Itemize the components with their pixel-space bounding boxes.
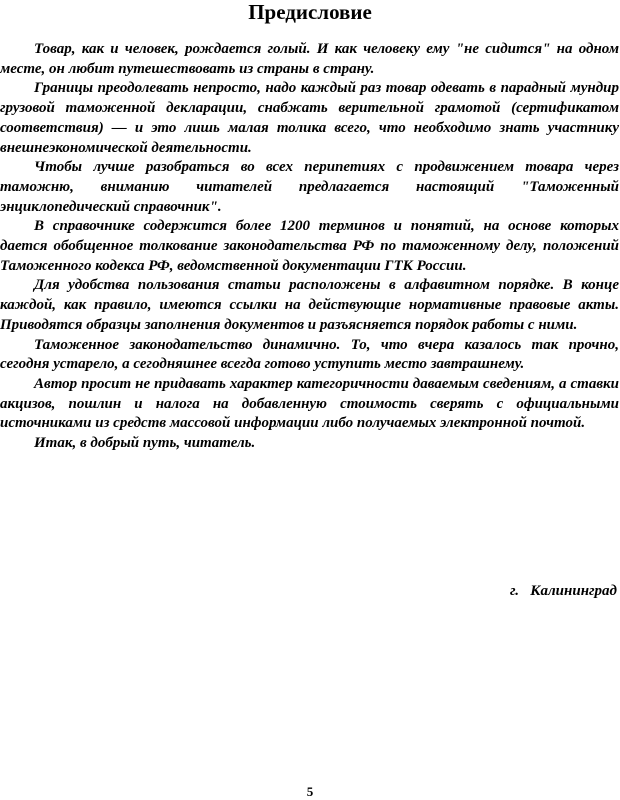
paragraph-5: Для удобства пользования статьи расположены в алфавитном порядке. В конце каждой, как правило, имеются ссылки на действующие нормативные правовые акты. Приводятся образцы заполнения документов и разъясняется порядок работы с ними.: [0, 277, 619, 333]
paragraph-4: В справочнике содержится более 1200 терминов и понятий, на основе которых дается обобщенное толкование законодательства РФ по таможенному делу, положений Таможенного кодекса РФ, ведомственной документации ГТК России.: [0, 218, 619, 274]
signature-place: г. Калининград: [509, 583, 617, 599]
page-number: 5: [306, 784, 314, 799]
paragraph-8: Итак, в добрый путь, читатель.: [34, 435, 256, 452]
paragraph-3: Чтобы лучше разобраться во всех перипетиях с продвижением товара через таможню, вниманию читателей предлагается настоящий "Таможенный энциклопедический справочник".: [0, 159, 619, 215]
paragraph-1: Товар, как и человек, рождается голый. И как человеку ему "не сидится" на одном месте, он любит путешествовать из страны в страну.: [0, 41, 619, 77]
paragraph-6: Таможенное законодательство динамично. То, что вчера казалось так прочно, сегодня устарело, а сегодняшнее всегда готово уступить место завтрашнему.: [0, 336, 619, 373]
page-title: Предисловие: [248, 0, 372, 24]
paragraph-2: Границы преодолевать непросто, надо каждый раз товар одевать в парадный мундир грузовой таможенной декларации, снабжать верительной грамотой (сертификатом соответствия) — и это лишь малая толика всего, что необходимо знать участнику внешнеэкономической деятельности.: [0, 80, 619, 156]
preface-body: [0, 40, 619, 454]
paragraph-7: Автор просит не придавать характер категоричности даваемым сведениям, а ставки акцизов, пошлин и налога на добавленную стоимость сверять с официальными источниками из средств массовой информации либо получаемых электронной почтой.: [0, 375, 619, 432]
